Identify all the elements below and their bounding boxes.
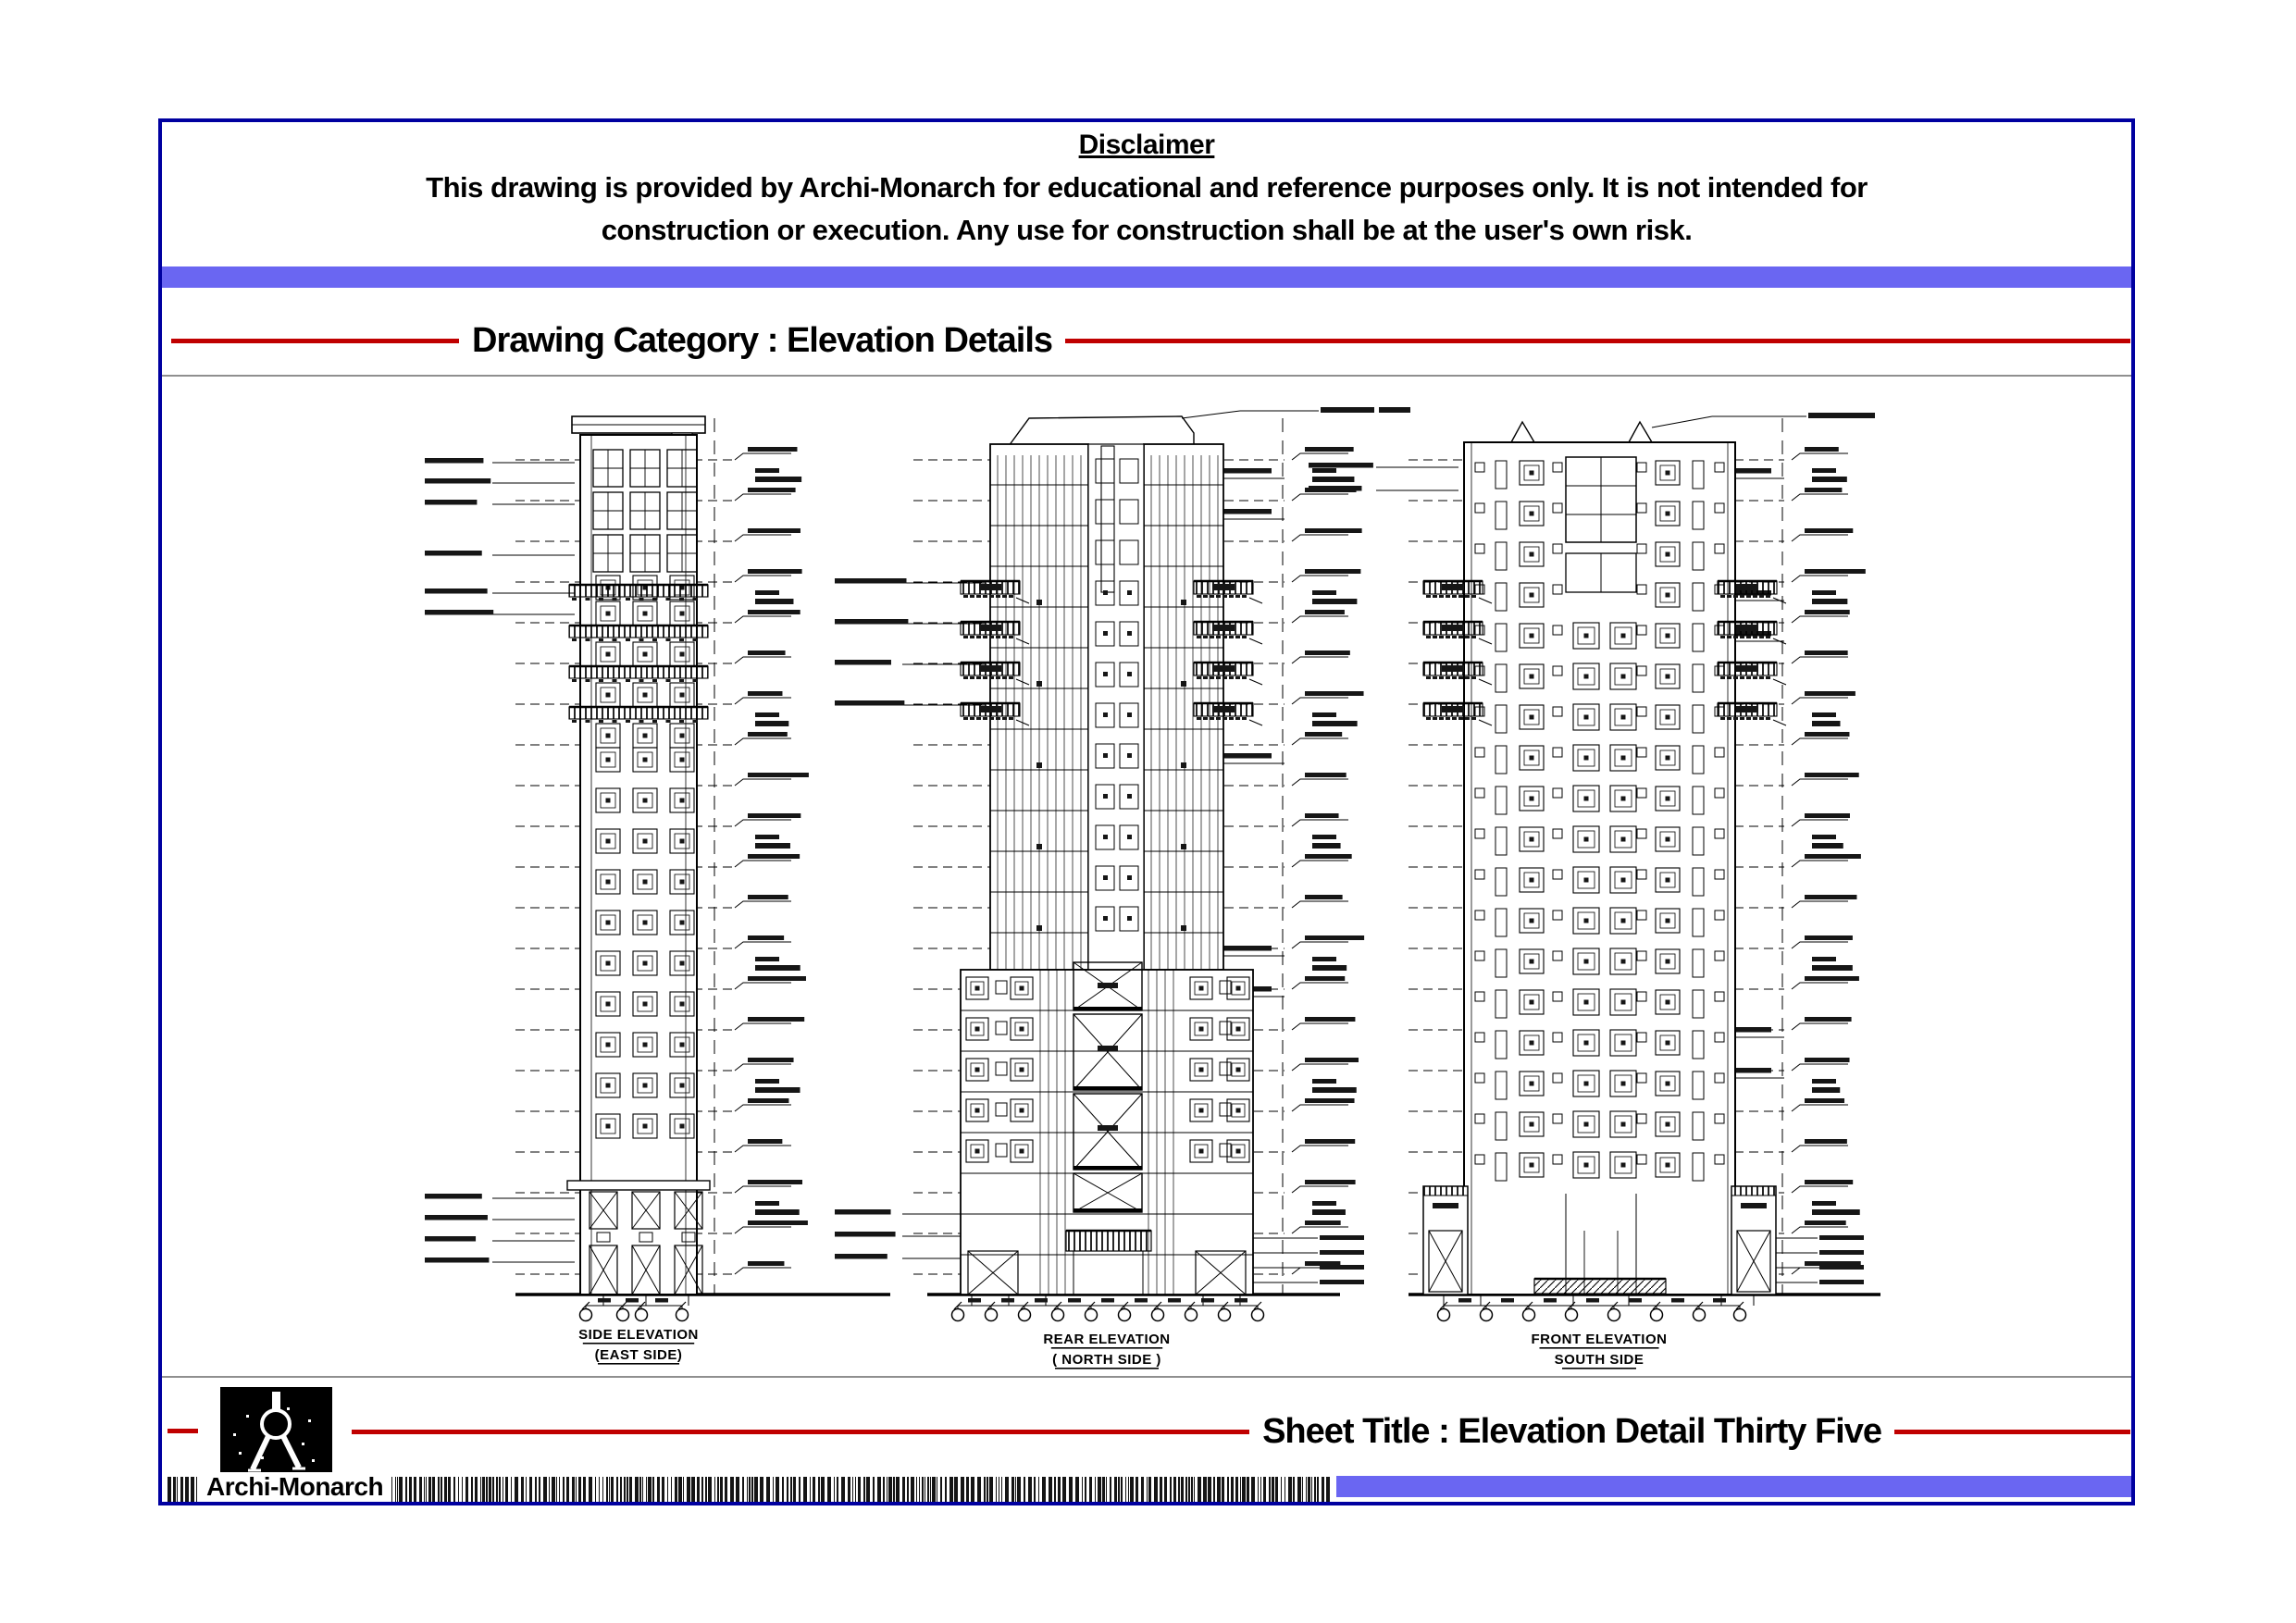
svg-text:SIDE ELEVATION: SIDE ELEVATION: [578, 1327, 699, 1343]
svg-text:FRONT ELEVATION: FRONT ELEVATION: [1531, 1332, 1668, 1347]
disclaimer-title: Disclaimer: [1078, 130, 1215, 160]
drawing-category-row: [171, 320, 2130, 361]
footer-accent-bar: [1336, 1476, 2131, 1497]
header-accent-bar: [162, 266, 2131, 288]
drawing-category-title: Drawing Category : Elevation Details: [472, 320, 1053, 360]
disclaimer-line-1: This drawing is provided by Archi-Monarch for educational and reference purposes only. It is not intended for: [426, 171, 1868, 204]
disclaimer-line-2: construction or execution. Any use for construction shall be at the user's own risk.: [601, 214, 1693, 246]
drawing-area-bottom-rule: [162, 1376, 2131, 1378]
category-rule-right: [1065, 339, 2130, 343]
sheet-title: Sheet Title : Elevation Detail Thirty Five: [1262, 1411, 1881, 1451]
sheet-title-row: [352, 1411, 2130, 1451]
category-rule-left: [171, 339, 459, 343]
drawing-area-top-rule: [162, 375, 2131, 377]
brand-name: Archi-Monarch: [198, 1472, 391, 1502]
sheet-title-rule-stub: [168, 1429, 198, 1433]
svg-text:REAR ELEVATION: REAR ELEVATION: [1043, 1332, 1171, 1347]
sheet-title-rule-left: [352, 1430, 1249, 1434]
sheet-title-rule-right: [1894, 1430, 2130, 1434]
svg-text:(EAST SIDE): (EAST SIDE): [594, 1347, 683, 1363]
svg-text:SOUTH SIDE: SOUTH SIDE: [1554, 1352, 1644, 1368]
svg-text:( NORTH SIDE ): ( NORTH SIDE ): [1052, 1352, 1161, 1368]
archi-monarch-logo: [220, 1387, 332, 1477]
